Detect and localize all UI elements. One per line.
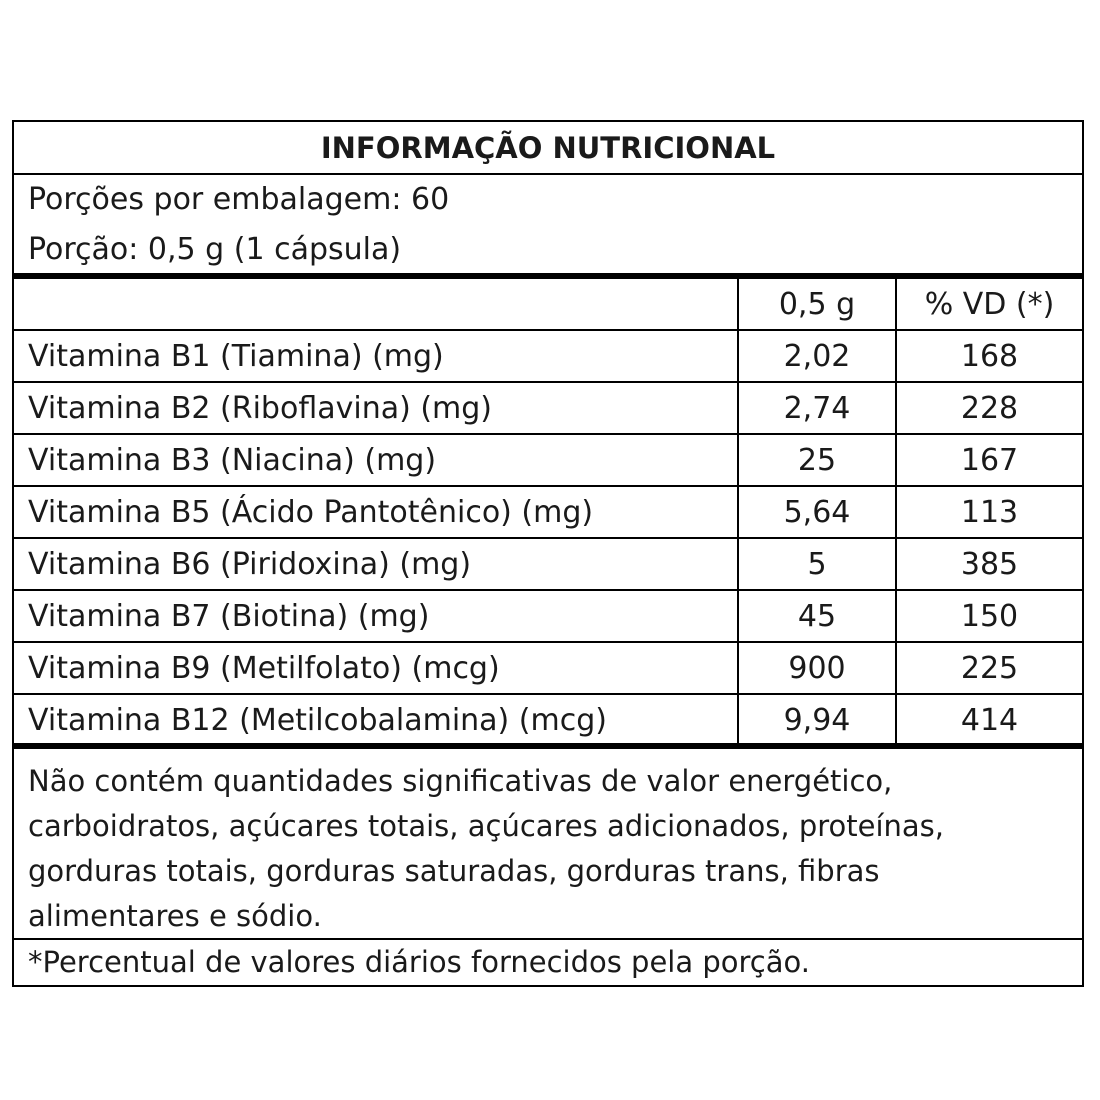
table-row bbox=[14, 331, 1082, 383]
note-line: alimentares e sódio. bbox=[28, 899, 322, 933]
nutrient-table bbox=[14, 279, 1082, 749]
nutrient-amount: 2,02 bbox=[737, 331, 895, 381]
note-line: gorduras totais, gorduras saturadas, gorduras trans, fibras bbox=[28, 854, 880, 888]
not-significant-note bbox=[14, 749, 1082, 940]
table-header-row bbox=[14, 279, 1082, 331]
nutrient-name: Vitamina B12 (Metilcobalamina) (mcg) bbox=[28, 703, 607, 738]
nutrient-vd: 167 bbox=[895, 435, 1082, 485]
serving-size: Porção: 0,5 g (1 cápsula) bbox=[28, 232, 402, 267]
nutrient-name: Vitamina B5 (Ácido Pantotênico) (mg) bbox=[28, 495, 594, 530]
nutrient-vd: 150 bbox=[895, 591, 1082, 641]
header-name bbox=[14, 279, 737, 329]
nutrient-amount: 5,64 bbox=[737, 487, 895, 537]
note-line: carboidratos, açúcares totais, açúcares adicionados, proteínas, bbox=[28, 809, 945, 843]
nutrient-name: Vitamina B3 (Niacina) (mg) bbox=[28, 443, 437, 478]
nutrient-vd: 228 bbox=[895, 383, 1082, 433]
nutrient-amount: 25 bbox=[737, 435, 895, 485]
nutrient-vd: 385 bbox=[895, 539, 1082, 589]
servings-per-package: Porções por embalagem: 60 bbox=[28, 182, 450, 217]
nutrient-amount: 9,94 bbox=[737, 695, 895, 747]
serving-info bbox=[14, 175, 1082, 279]
nutrient-amount: 2,74 bbox=[737, 383, 895, 433]
nutrient-vd: 113 bbox=[895, 487, 1082, 537]
table-row bbox=[14, 435, 1082, 487]
nutrient-amount: 5 bbox=[737, 539, 895, 589]
table-row bbox=[14, 643, 1082, 695]
table-row bbox=[14, 487, 1082, 539]
header-amount: 0,5 g bbox=[737, 279, 895, 329]
nutrient-vd: 168 bbox=[895, 331, 1082, 381]
nutrient-name: Vitamina B1 (Tiamina) (mg) bbox=[28, 339, 444, 374]
nutrient-amount: 900 bbox=[737, 643, 895, 693]
nutrient-name: Vitamina B6 (Piridoxina) (mg) bbox=[28, 547, 472, 582]
label-title: INFORMAÇÃO NUTRICIONAL bbox=[14, 122, 1082, 175]
nutrient-amount: 45 bbox=[737, 591, 895, 641]
daily-value-footnote: *Percentual de valores diários fornecidos pela porção. bbox=[28, 945, 810, 979]
nutrient-name: Vitamina B7 (Biotina) (mg) bbox=[28, 599, 430, 634]
nutrient-name: Vitamina B2 (Riboflavina) (mg) bbox=[28, 391, 493, 426]
nutrient-vd: 225 bbox=[895, 643, 1082, 693]
table-row bbox=[14, 695, 1082, 747]
table-row bbox=[14, 539, 1082, 591]
nutrition-facts-label bbox=[12, 120, 1084, 987]
header-vd: % VD (*) bbox=[895, 279, 1082, 329]
note-line: Não contém quantidades significativas de valor energético, bbox=[28, 764, 893, 798]
nutrient-name: Vitamina B9 (Metilfolato) (mcg) bbox=[28, 651, 500, 686]
table-row bbox=[14, 591, 1082, 643]
table-row bbox=[14, 383, 1082, 435]
nutrient-vd: 414 bbox=[895, 695, 1082, 747]
